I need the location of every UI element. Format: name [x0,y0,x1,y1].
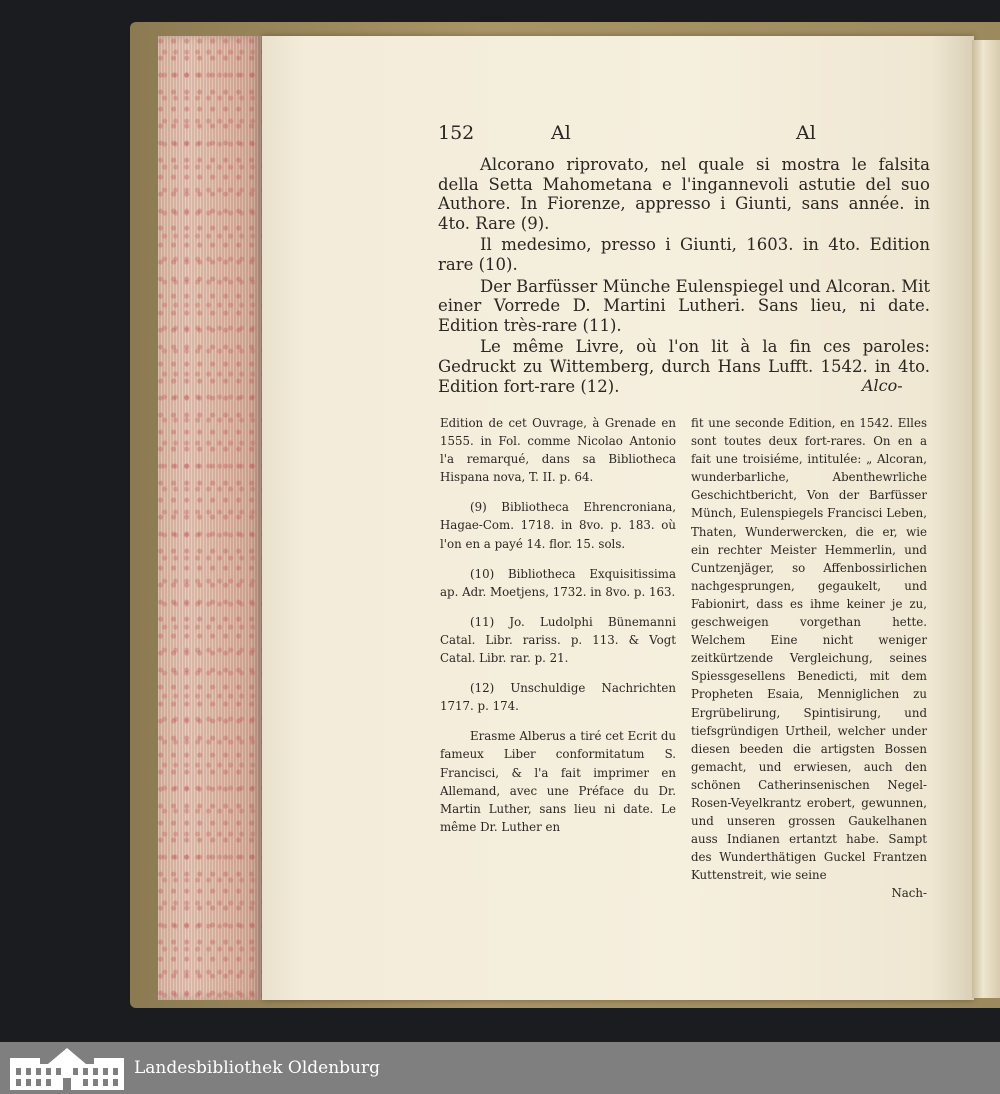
entry: Le même Livre, où l'on lit à la fin ces paroles: Gedruckt zu Wittemberg, durch Hans Lufft. 1542. in 4to. Edition fort-rare (12). [438,337,930,396]
footnotes-left-column [440,414,676,848]
library-name: Landesbibliothek Oldenburg [134,1058,381,1078]
footnote: Edition de cet Ouvrage, à Grenade en 1555. in Fol. comme Nicolao Antonio l'a remarqué, dans sa Bibliotheca Hispana nova, T. II. p. 64. [440,416,676,485]
page-number: 152 [438,122,475,144]
main-entries [438,155,930,398]
library-building-icon [8,1046,126,1090]
catchword-footnote: Nach- [891,886,927,901]
footnote: fit une seconde Edition, en 1542. Elles sont toutes deux fort-rares. On en a fait une troisiéme, intitulée: „ Alcoran, wunderbarliche, Abenthewrliche Geschichtbericht, Von der Barfüsser Münch, Eulenspiegels Francisci Leben, Thaten, Wunderwercken, die er, wie ein rechter Meister Hemmerlin, und Cuntzenjäger, so Affenbossirlichen nachgesprungen, gegaukelt, und Fabionirt, dass es ihme keiner je zu, geschweigen vorgethan hette. Welchem Eine nicht weniger zeitkürtzende Vergleichung, seines Spiessgesellens Benedicti, mit dem Propheten Esaia, Menniglichen zu Ergrübelirung, Spintisirung, und tiefsgründigen Urtheil, welcher under diesen beeden die artigsten Bossen gemacht, und erwiesen, auch den schönen Catherinsenischen Negel-Rosen-Veyelkrantz erobert, gewunnen, und unseren grossen Gaukelhanen auss Indianen ertantzt habe. Sampt des Wunderthätigen Guckel Frantzen Kuttenstreit, wie seine [691,416,927,883]
footnote: (9) Bibliotheca Ehrencroniana, Hagae-Com. 1718. in 8vo. p. 183. où l'on en a payé 14. flor. 15. sols. [440,500,676,551]
running-head-right: Al [796,122,816,144]
running-head [438,122,928,148]
running-head-left: Al [551,122,571,144]
footnotes-right-column [691,414,927,903]
library-banner [0,1042,1000,1094]
entry: Il medesimo, presso i Giunti, 1603. in 4to. Edition rare (10). [438,235,930,274]
facing-page-edge [972,40,1000,998]
entry: Alcorano riprovato, nel quale si mostra le falsita della Setta Mahometana e l'ingannevoli astutie del suo Authore. In Fiorenze, appresso i Giunti, sans année. in 4to. Rare (9). [438,155,930,233]
entry: Der Barfüsser Münche Eulenspiegel und Alcoran. Mit einer Vorrede D. Martini Lutheri. Sans lieu, ni date. Edition très-rare (11). [438,276,930,335]
footnote: (10) Bibliotheca Exquisitissima ap. Adr. Moetjens, 1732. in 8vo. p. 163. [440,566,676,599]
footnote: (12) Unschuldige Nachrichten 1717. p. 174. [440,681,676,714]
page-edges [158,36,262,1000]
footnote: (11) Jo. Ludolphi Bünemanni Catal. Libr. rariss. p. 113. & Vogt Catal. Libr. rar. p. 21. [440,614,676,666]
catchword: Alco- [862,376,903,395]
footnote: Erasme Alberus a tiré cet Ecrit du fameux Liber conformitatum S. Francisci, & l'a fait imprimer en Allemand, avec une Préface du Dr. Martin Luther, sans lieu ni date. Le même Dr. Luther en [440,729,676,834]
